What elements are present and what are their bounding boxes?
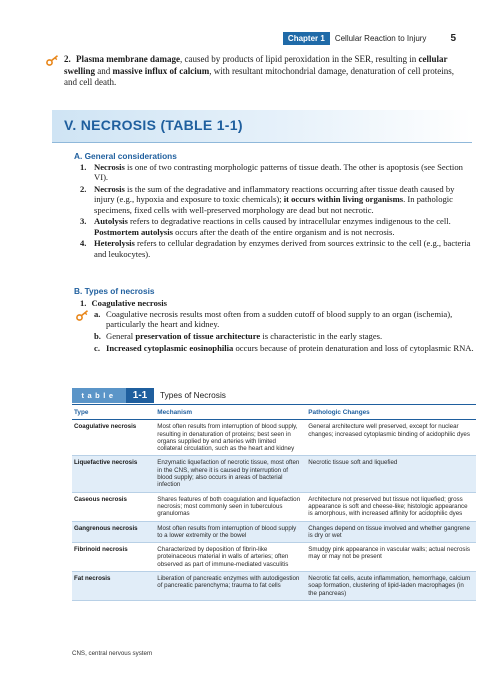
cell-mechanism: Shares features of both coagulation and liquefaction necrosis; most commonly seen in tuberculous granulomas bbox=[155, 492, 306, 521]
table-row bbox=[72, 521, 476, 543]
item-number: 4. bbox=[80, 238, 87, 249]
subheading-text: Coagulative necrosis bbox=[91, 298, 167, 308]
cell-mechanism: Most often results from interruption of blood supply to a lower extremity or the bowel bbox=[155, 521, 306, 543]
item-text: is the sum of the degradative and inflammatory reactions occurring after tissue death caused by injury (e.g., hypoxia and exposure to toxic chemicals); bbox=[94, 184, 455, 205]
item-text: refers to degradative reactions in cells caused by intracellular enzymes indigenous to the cell. bbox=[127, 216, 451, 227]
chapter-tag: Chapter 1 bbox=[283, 32, 330, 45]
list-item bbox=[80, 184, 476, 215]
term: preservation of tissue architecture bbox=[135, 331, 261, 341]
subheading-types: B. Types of necrosis bbox=[74, 286, 155, 296]
item-text: General bbox=[106, 331, 136, 341]
table-row bbox=[72, 572, 476, 601]
item-text: is characteristic in the early stages. bbox=[260, 331, 383, 341]
cell-changes: General architecture well preserved, except for nuclear changes; increased cytoplasmic binding of acidophilic dyes bbox=[306, 420, 476, 456]
item-text: refers to cellular degradation by enzymes derived from sources extrinsic to the cell (e.g., bacteria and leukocytes). bbox=[94, 238, 471, 259]
term-calcium-influx: massive influx of calcium bbox=[112, 65, 210, 76]
table-header-row bbox=[72, 406, 476, 420]
item-text: , with resultant mitochondrial damage, denaturation of cell proteins, and cell death. bbox=[64, 65, 454, 87]
term: Autolysis bbox=[94, 216, 128, 227]
section-rule bbox=[52, 142, 472, 143]
cell-changes: Changes depend on tissue involved and whether gangrene is dry or wet bbox=[306, 521, 476, 543]
table-row bbox=[72, 492, 476, 521]
list-item bbox=[80, 238, 476, 259]
table-footnote: CNS, central nervous system bbox=[72, 650, 153, 657]
item-number: 1. bbox=[80, 298, 87, 308]
cell-mechanism: Characterized by deposition of fibrin-like proteinaceous material in walls of arteries; often observed as part of immune-mediated vasculitis bbox=[155, 543, 306, 572]
table-row bbox=[72, 456, 476, 492]
table-label-number: 1-1 bbox=[126, 388, 154, 403]
term: it occurs within living organisms bbox=[283, 194, 404, 205]
cell-changes: Necrotic tissue soft and liquefied bbox=[306, 456, 476, 492]
term: Necrosis bbox=[94, 162, 125, 172]
item-text: Coagulative necrosis results most often from a sudden cutoff of blood supply to an organ (ischemia), particularly the heart and kidney. bbox=[106, 309, 453, 330]
item-text: is one of two contrasting morphologic patterns of tissue death. The other is apoptosis (see Section VI). bbox=[94, 162, 463, 183]
cell-mechanism: Most often results from interruption of blood supply, resulting in denaturation of proteins; best seen in organs supplied by end arteries with limited collateral circulation, such as the heart and kidney bbox=[155, 420, 306, 456]
list-item-plasma-membrane bbox=[64, 54, 454, 89]
cell-mechanism: Liberation of pancreatic enzymes with autodigestion of pancreatic parenchyma; trauma to fat cells bbox=[155, 572, 306, 601]
running-header bbox=[283, 32, 456, 45]
table-label bbox=[72, 388, 154, 403]
column-header-type: Type bbox=[72, 406, 155, 420]
term: Heterolysis bbox=[94, 238, 135, 249]
term-plasma-membrane: Plasma membrane damage bbox=[76, 54, 180, 64]
column-header-changes: Pathologic Changes bbox=[306, 406, 476, 420]
list-item bbox=[94, 343, 476, 353]
term: Postmortem autolysis bbox=[94, 226, 174, 237]
cell-changes: Necrotic fat cells, acute inflammation, hemorrhage, calcium soap formation, clustering of lipid-laden macrophages (in the pancreas) bbox=[306, 572, 476, 601]
cell-type: Caseous necrosis bbox=[72, 492, 155, 521]
item-text: . In pathologic specimens, fixed cells with well-preserved morphology are dead but not necrotic. bbox=[94, 194, 453, 215]
item-text: occurs because of protein denaturation and loss of cytoplasmic RNA. bbox=[233, 342, 474, 353]
item-letter: b. bbox=[94, 331, 101, 341]
list-item bbox=[94, 309, 476, 330]
table-row bbox=[72, 420, 476, 456]
table-title: Types of Necrosis bbox=[160, 390, 226, 400]
term: Necrosis bbox=[94, 184, 125, 194]
item-letter: a. bbox=[94, 309, 101, 319]
item-number: 3. bbox=[80, 216, 87, 227]
list-item bbox=[80, 216, 476, 237]
item-text: occurs after the death of the entire organism and is not necrosis. bbox=[173, 226, 395, 237]
key-icon bbox=[76, 310, 89, 321]
cell-type: Fibrinoid necrosis bbox=[72, 543, 155, 572]
cell-mechanism: Enzymatic liquefaction of necrotic tissue, most often in the CNS, where it is caused by interruption of blood supply; also occurs in areas of bacterial infection bbox=[155, 456, 306, 492]
general-list bbox=[80, 162, 476, 260]
cell-changes: Architecture not preserved but tissue not liquefied; gross appearance is soft and cheese-like; histologic appearance is amorphous, with increased affinity for acidophilic dyes bbox=[306, 492, 476, 521]
cell-type: Liquefactive necrosis bbox=[72, 456, 155, 492]
list-item bbox=[80, 162, 476, 183]
running-title: Cellular Reaction to Injury bbox=[334, 34, 427, 43]
table-top-rule bbox=[72, 404, 476, 405]
term-cellular-swelling: cellular swelling bbox=[64, 54, 448, 76]
item-letter: c. bbox=[94, 342, 100, 353]
section-title: V. NECROSIS (TABLE 1-1) bbox=[64, 117, 243, 133]
term: Increased cytoplasmic eosinophilia bbox=[106, 342, 234, 353]
cell-changes: Smudgy pink appearance in vascular walls; actual necrosis may or may not be present bbox=[306, 543, 476, 572]
item-text: and bbox=[95, 65, 113, 76]
cell-type: Fat necrosis bbox=[72, 572, 155, 601]
subheading-coagulative bbox=[80, 298, 167, 308]
column-header-mechanism: Mechanism bbox=[155, 406, 306, 420]
cell-type: Coagulative necrosis bbox=[72, 420, 155, 456]
item-number: 2. bbox=[64, 54, 71, 64]
list-item bbox=[94, 331, 476, 341]
table-row bbox=[72, 543, 476, 572]
cell-type: Gangrenous necrosis bbox=[72, 521, 155, 543]
coagulative-list bbox=[94, 309, 476, 354]
necrosis-table bbox=[72, 406, 476, 601]
item-number: 2. bbox=[80, 184, 87, 194]
page-number: 5 bbox=[450, 33, 456, 44]
item-number: 1. bbox=[80, 162, 87, 172]
subheading-general: A. General considerations bbox=[74, 151, 177, 161]
item-text: , caused by products of lipid peroxidation in the SER, resulting in bbox=[179, 54, 419, 64]
key-icon bbox=[46, 55, 59, 66]
table-label-word: table bbox=[72, 388, 126, 403]
